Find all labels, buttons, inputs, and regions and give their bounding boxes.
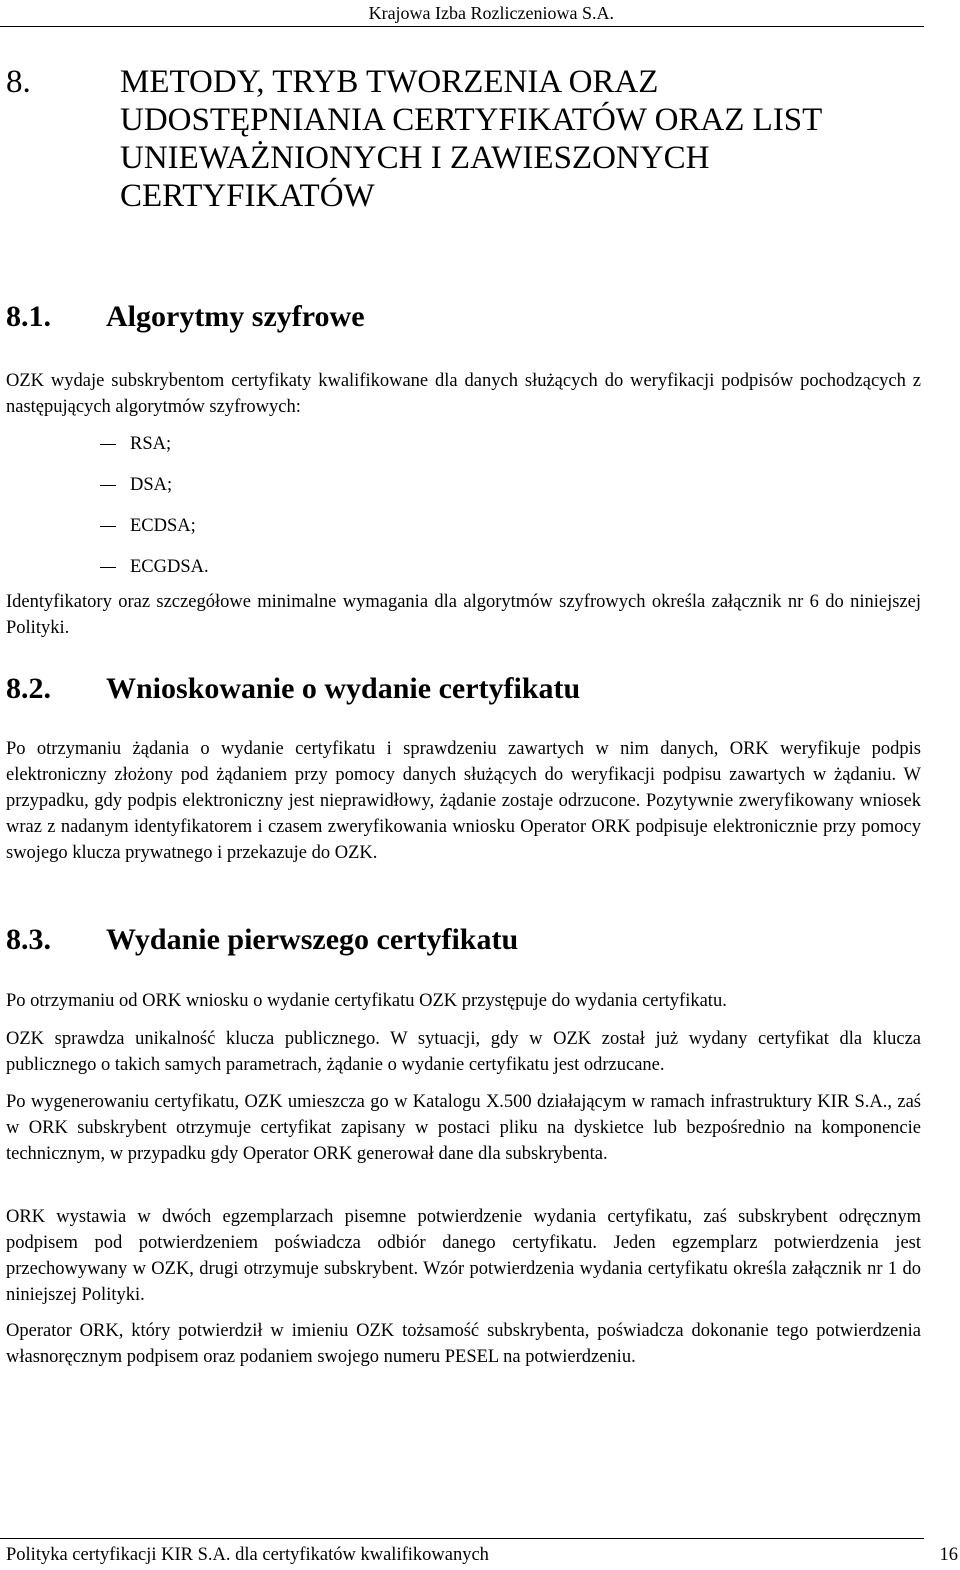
section-8-3-paragraph-5: Operator ORK, który potwierdził w imieniu OZK tożsamość subskrybenta, poświadcza dokonanie tego potwierdzenia własnoręcznym podpisem oraz podaniem swojego numeru PESEL na potwierdzeniu. [6,1321,921,1367]
section-8-1-title: Algorytmy szyfrowe [106,300,365,333]
dash-bullet [100,526,116,527]
dash-bullet [100,567,116,568]
section-8-2-paragraph: Po otrzymaniu żądania o wydanie certyfikatu i sprawdzeniu zawartych w nim danych, ORK weryfikuje podpis elektroniczny złożony pod żądaniem przy pomocy danych służących do weryfikacji podpisu zawartych w żądaniu. W przypadku, gdy podpis elektroniczny jest nieprawidłowy, żądanie zostaje odrzucone. Pozytywnie zweryfikowany wniosek wraz z nadanym identyfikatorem i czasem zweryfikowania wniosku Operator ORK podpisuje elektronicznie przy pomocy swojego klucza prywatnego i przekazuje do OZK. [6,739,921,863]
section-8-title: METODY, TRYB TWORZENIA ORAZ UDOSTĘPNIANIA CERTYFIKATÓW ORAZ LIST UNIEWAŻNIONYCH I ZAWIESZONYCH CERTYFIKATÓW [120,64,822,214]
section-8-number: 8. [6,64,31,100]
list-item [100,514,209,555]
section-8-1-outro: Identyfikatory oraz szczegółowe minimalne wymagania dla algorytmów szyfrowych określa załącznik nr 6 do niniejszej Polityki. [6,592,921,638]
list-item [100,432,209,473]
running-header: Krajowa Izba Rozliczeniowa S.A. [368,3,614,23]
section-8-3-paragraph-2: OZK sprawdza unikalność klucza publicznego. W sytuacji, gdy w OZK został już wydany certyfikat dla klucza publicznego o takich samych parametrach, żądanie o wydanie certyfikatu jest odrzucane. [6,1029,921,1075]
list-item-text: ECGDSA. [130,557,209,577]
list-item-text: ECDSA; [130,516,196,536]
list-item [100,473,209,514]
dash-bullet [100,485,116,486]
footer-title: Polityka certyfikacji KIR S.A. dla certyfikatów kwalifikowanych [6,1545,489,1565]
section-8-3-paragraph-1: Po otrzymaniu od ORK wniosku o wydanie certyfikatu OZK przystępuje do wydania certyfikatu. [6,991,727,1011]
section-8-1-intro: OZK wydaje subskrybentom certyfikaty kwalifikowane dla danych służących do weryfikacji podpisów pochodzących z następujących algorytmów szyfrowych: [6,371,921,417]
section-8-3-title: Wydanie pierwszego certyfikatu [106,923,519,956]
header-divider [0,26,924,27]
section-8-3-paragraph-3: Po wygenerowaniu certyfikatu, OZK umieszcza go w Katalogu X.500 działającym w ramach infrastruktury KIR S.A., zaś w ORK subskrybent otrzymuje certyfikat zapisany w postaci pliku na dyskietce lub bezpośrednio na komponencie technicznym, w przypadku gdy Operator ORK generował dane dla subskrybenta. [6,1092,921,1164]
dash-bullet [100,444,116,445]
section-8-2-heading [6,672,580,706]
section-8-1-heading [6,300,365,334]
list-item-text: RSA; [130,434,172,454]
section-8-2-title: Wnioskowanie o wydanie certyfikatu [106,672,581,705]
algorithm-list [100,432,209,596]
section-8-1-number: 8.1. [6,300,51,333]
footer-divider [0,1538,924,1539]
section-8-2-number: 8.2. [6,672,51,705]
page-number: 16 [939,1545,958,1565]
section-8-3-heading [6,923,518,957]
section-8-3-number: 8.3. [6,923,51,956]
section-8-3-paragraph-4: ORK wystawia w dwóch egzemplarzach pisemne potwierdzenie wydania certyfikatu, zaś subskrybent odręcznym podpisem pod potwierdzeniem poświadcza odbiór danego certyfikatu. Jeden egzemplarz potwierdzenia jest przechowywany w OZK, drugi otrzymuje subskrybent. Wzór potwierdzenia wydania certyfikatu określa załącznik nr 1 do niniejszej Polityki. [6,1207,921,1305]
list-item-text: DSA; [130,475,173,495]
